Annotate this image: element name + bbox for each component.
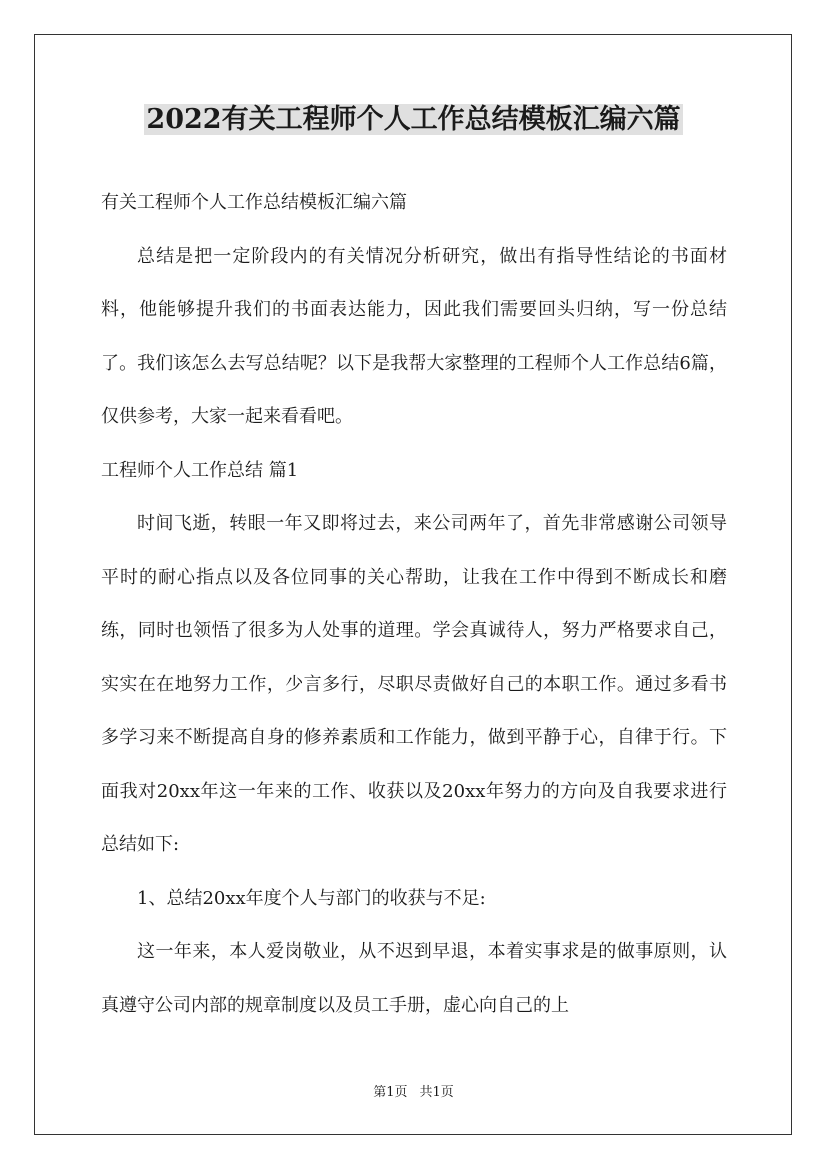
paragraph-body: 时间飞逝，转眼一年又即将过去，来公司两年了，首先非常感谢公司领导平时的耐心指点以及各位同事的关心帮助，让我在工作中得到不断成长和磨练，同时也领悟了很多为人处事的道理。学会真诚待人，努力严格要求自己，实实在在地努力工作，少言多行，尽职尽责做好自己的本职工作。通过多看书多学习来不断提高自身的修养素质和工作能力，做到平静于心，自律于行。下面我对20xx年这一年来的工作、收获以及20xx年努力的方向及自我要求进行总结如下:: [101, 513, 727, 855]
document-body: [101, 176, 727, 1032]
paragraph-body: 这一年来，本人爱岗敬业，从不迟到早退，本着实事求是的做事原则，认真遵守公司内部的规章制度以及员工手册，虚心向自己的上: [101, 941, 727, 1016]
paragraph-subtitle: 有关工程师个人工作总结模板汇编六篇: [101, 192, 407, 213]
document-title: [0, 100, 827, 140]
section-heading: 工程师个人工作总结 篇1: [101, 459, 299, 481]
paragraph-intro: 总结是把一定阶段内的有关情况分析研究，做出有指导性结论的书面材料，他能够提升我们的书面表达能力，因此我们需要回头归纳，写一份总结了。我们该怎么去写总结呢？以下是我帮大家整理的工程师个人工作总结6篇，仅供参考，大家一起来看看吧。: [101, 245, 727, 427]
page-footer: [0, 1084, 827, 1102]
page-total: 共1页: [419, 1085, 454, 1100]
page-number: 第1页: [373, 1085, 408, 1100]
paragraph-list-item: 1、总结20xx年度个人与部门的收获与不足:: [137, 887, 486, 909]
document-title-text: 2022有关工程师个人工作总结模板汇编六篇: [146, 104, 681, 135]
